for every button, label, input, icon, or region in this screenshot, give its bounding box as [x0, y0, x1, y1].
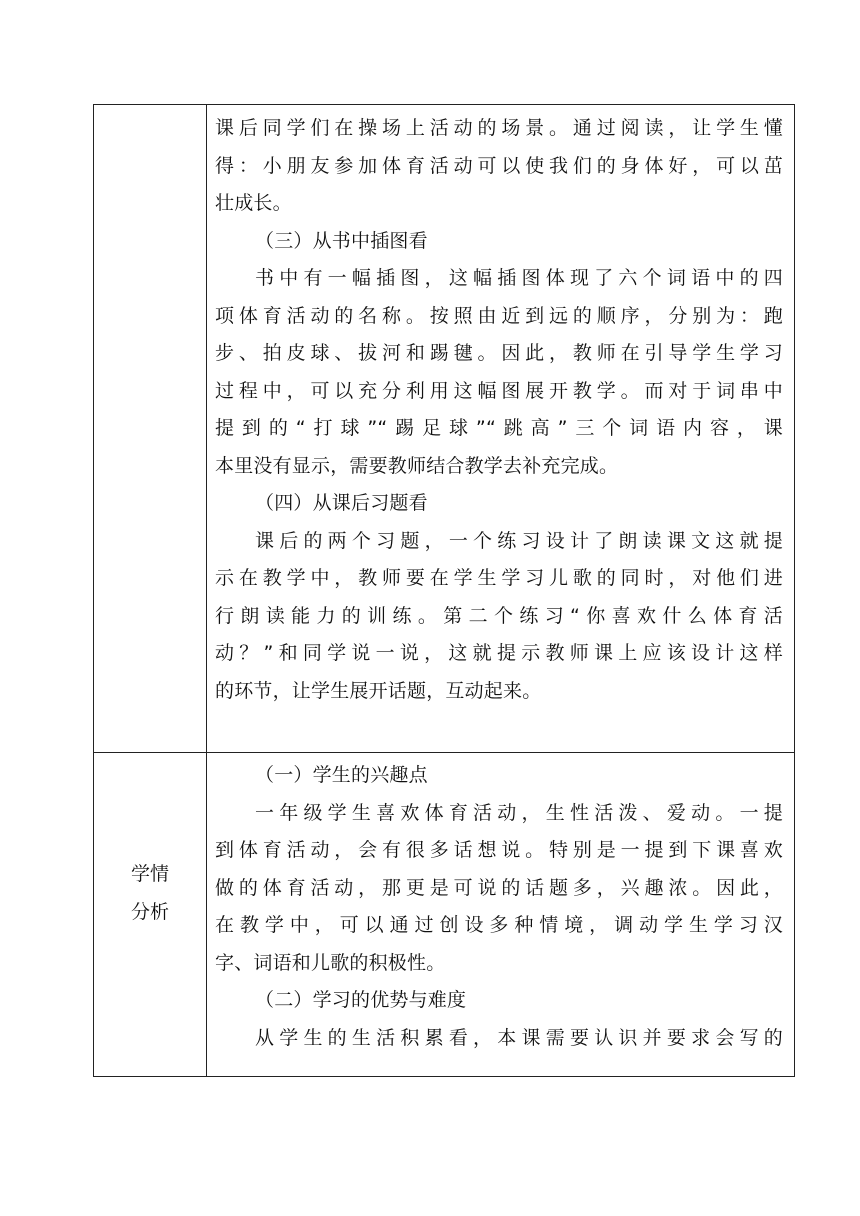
text-line: 一年级学生喜欢体育活动，生性活泼、爱动。一提: [255, 801, 783, 824]
textbook-analysis-cell: [215, 110, 783, 710]
text-line: 到体育活动，会有很多话想说。特别是一提到下课喜欢: [215, 839, 783, 861]
section-heading: （三）从书中插图看: [255, 229, 428, 252]
text-line: 动？”和同学说一说，这就提示教师课上应该设计这样: [215, 642, 783, 664]
text-line: 过程中，可以充分利用这幅图展开教学。而对于词串中: [215, 379, 783, 402]
column-divider: [206, 105, 207, 1076]
text-line: 本里没有显示，需要教师结合教学去补充完成。: [215, 454, 619, 477]
text-line: 的环节，让学生展开话题，互动起来。: [215, 679, 542, 702]
label-line: 学情: [130, 863, 169, 885]
text-line: 字、词语和儿歌的积极性。: [215, 951, 446, 974]
student-analysis-cell: [215, 757, 783, 1057]
student-analysis-label: [94, 855, 206, 931]
text-line: 示在教学中，教师要在学生学习儿歌的同时，对他们进: [215, 567, 783, 589]
text-line: 壮成长。: [215, 192, 292, 214]
lesson-plan-table: [93, 104, 795, 1077]
text-line: 课后的两个习题，一个练习设计了朗读课文这就提: [255, 529, 783, 552]
section-heading: （一）学生的兴趣点: [255, 764, 428, 786]
section-heading: （四）从课后习题看: [255, 492, 428, 514]
text-line: 行朗读能力的训练。第二个练习“你喜欢什么体育活: [215, 604, 783, 627]
text-line: 项体育活动的名称。按照由近到远的顺序，分别为：跑: [215, 304, 783, 327]
section-heading: （二）学习的优势与难度: [255, 989, 467, 1011]
text-line: 从学生的生活积累看，本课需要认识并要求会写的: [255, 1026, 783, 1049]
text-line: 课后同学们在操场上活动的场景。通过阅读，让学生懂: [215, 117, 783, 139]
text-line: 在教学中，可以通过创设多种情境，调动学生学习汉: [215, 914, 783, 936]
text-line: 提到的“打球”“踢足球”“跳高”三个词语内容，课: [215, 417, 783, 439]
text-line: 得：小朋友参加体育活动可以使我们的身体好，可以茁: [215, 154, 783, 177]
text-line: 做的体育活动，那更是可说的话题多，兴趣浓。因此，: [215, 876, 783, 899]
text-line: 书中有一幅插图，这幅插图体现了六个词语中的四: [255, 267, 783, 289]
label-line: 分析: [130, 901, 169, 923]
text-line: 步、拍皮球、拔河和踢毽。因此，教师在引导学生学习: [215, 342, 783, 364]
row-divider: [94, 752, 794, 753]
